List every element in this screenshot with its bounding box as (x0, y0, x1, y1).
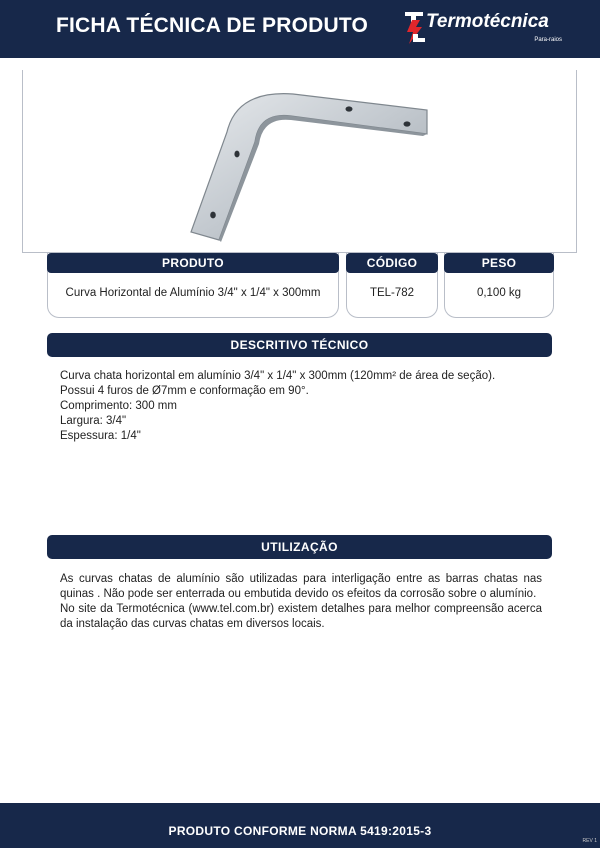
norma-statement: PRODUTO CONFORME NORMA 5419:2015-3 (168, 824, 432, 838)
codigo-header: CÓDIGO (346, 253, 438, 273)
descritivo-text (60, 369, 550, 444)
utilizacao-paragraph: As curvas chatas de alumínio são utilizadas para interligação entre as barras chatas nas quinas . Não pode ser enterrada ou embutida devido os efeitos da corrosão sobre o alumínio. (60, 573, 542, 600)
brand-name: Termotécnica (426, 11, 549, 32)
peso-header: PESO (444, 253, 554, 273)
brand-tagline: Para-raios (534, 37, 562, 43)
produto-value: Curva Horizontal de Alumínio 3/4" x 1/4" x 300mm (65, 287, 321, 299)
peso-cell (444, 253, 554, 318)
revision-label: REV 1 (582, 838, 597, 844)
header-bar (0, 0, 600, 58)
utilizacao-header: UTILIZAÇÃO (47, 535, 552, 559)
peso-value: 0,100 kg (476, 287, 522, 299)
utilizacao-paragraph: No site da Termotécnica (www.tel.com.br) existem detalhes para melhor compreensão acerca da instalação das curvas chatas em diversos locais. (60, 603, 542, 630)
aluminum-flat-curve-image (23, 70, 578, 253)
produto-cell (47, 253, 339, 318)
descritivo-line: Largura: 3/4" (60, 415, 127, 427)
codigo-cell (346, 253, 438, 318)
descritivo-line: Possui 4 furos de Ø7mm e conformação em 90°. (60, 385, 309, 397)
utilizacao-text (60, 572, 542, 632)
descritivo-line: Comprimento: 300 mm (60, 400, 177, 412)
footer-bar (0, 803, 600, 848)
page-title: FICHA TÉCNICA DE PRODUTO (56, 14, 369, 37)
product-image-frame (22, 70, 577, 253)
produto-header: PRODUTO (47, 253, 339, 273)
tel-lightning-logo-icon (403, 8, 427, 46)
descritivo-line: Curva chata horizontal em alumínio 3/4" x 1/4" x 300mm (120mm² de área de seção). (60, 370, 496, 382)
brand (403, 8, 573, 48)
descritivo-header: DESCRITIVO TÉCNICO (47, 333, 552, 357)
descritivo-line: Espessura: 1/4" (60, 430, 141, 442)
codigo-value: TEL-782 (369, 287, 415, 299)
